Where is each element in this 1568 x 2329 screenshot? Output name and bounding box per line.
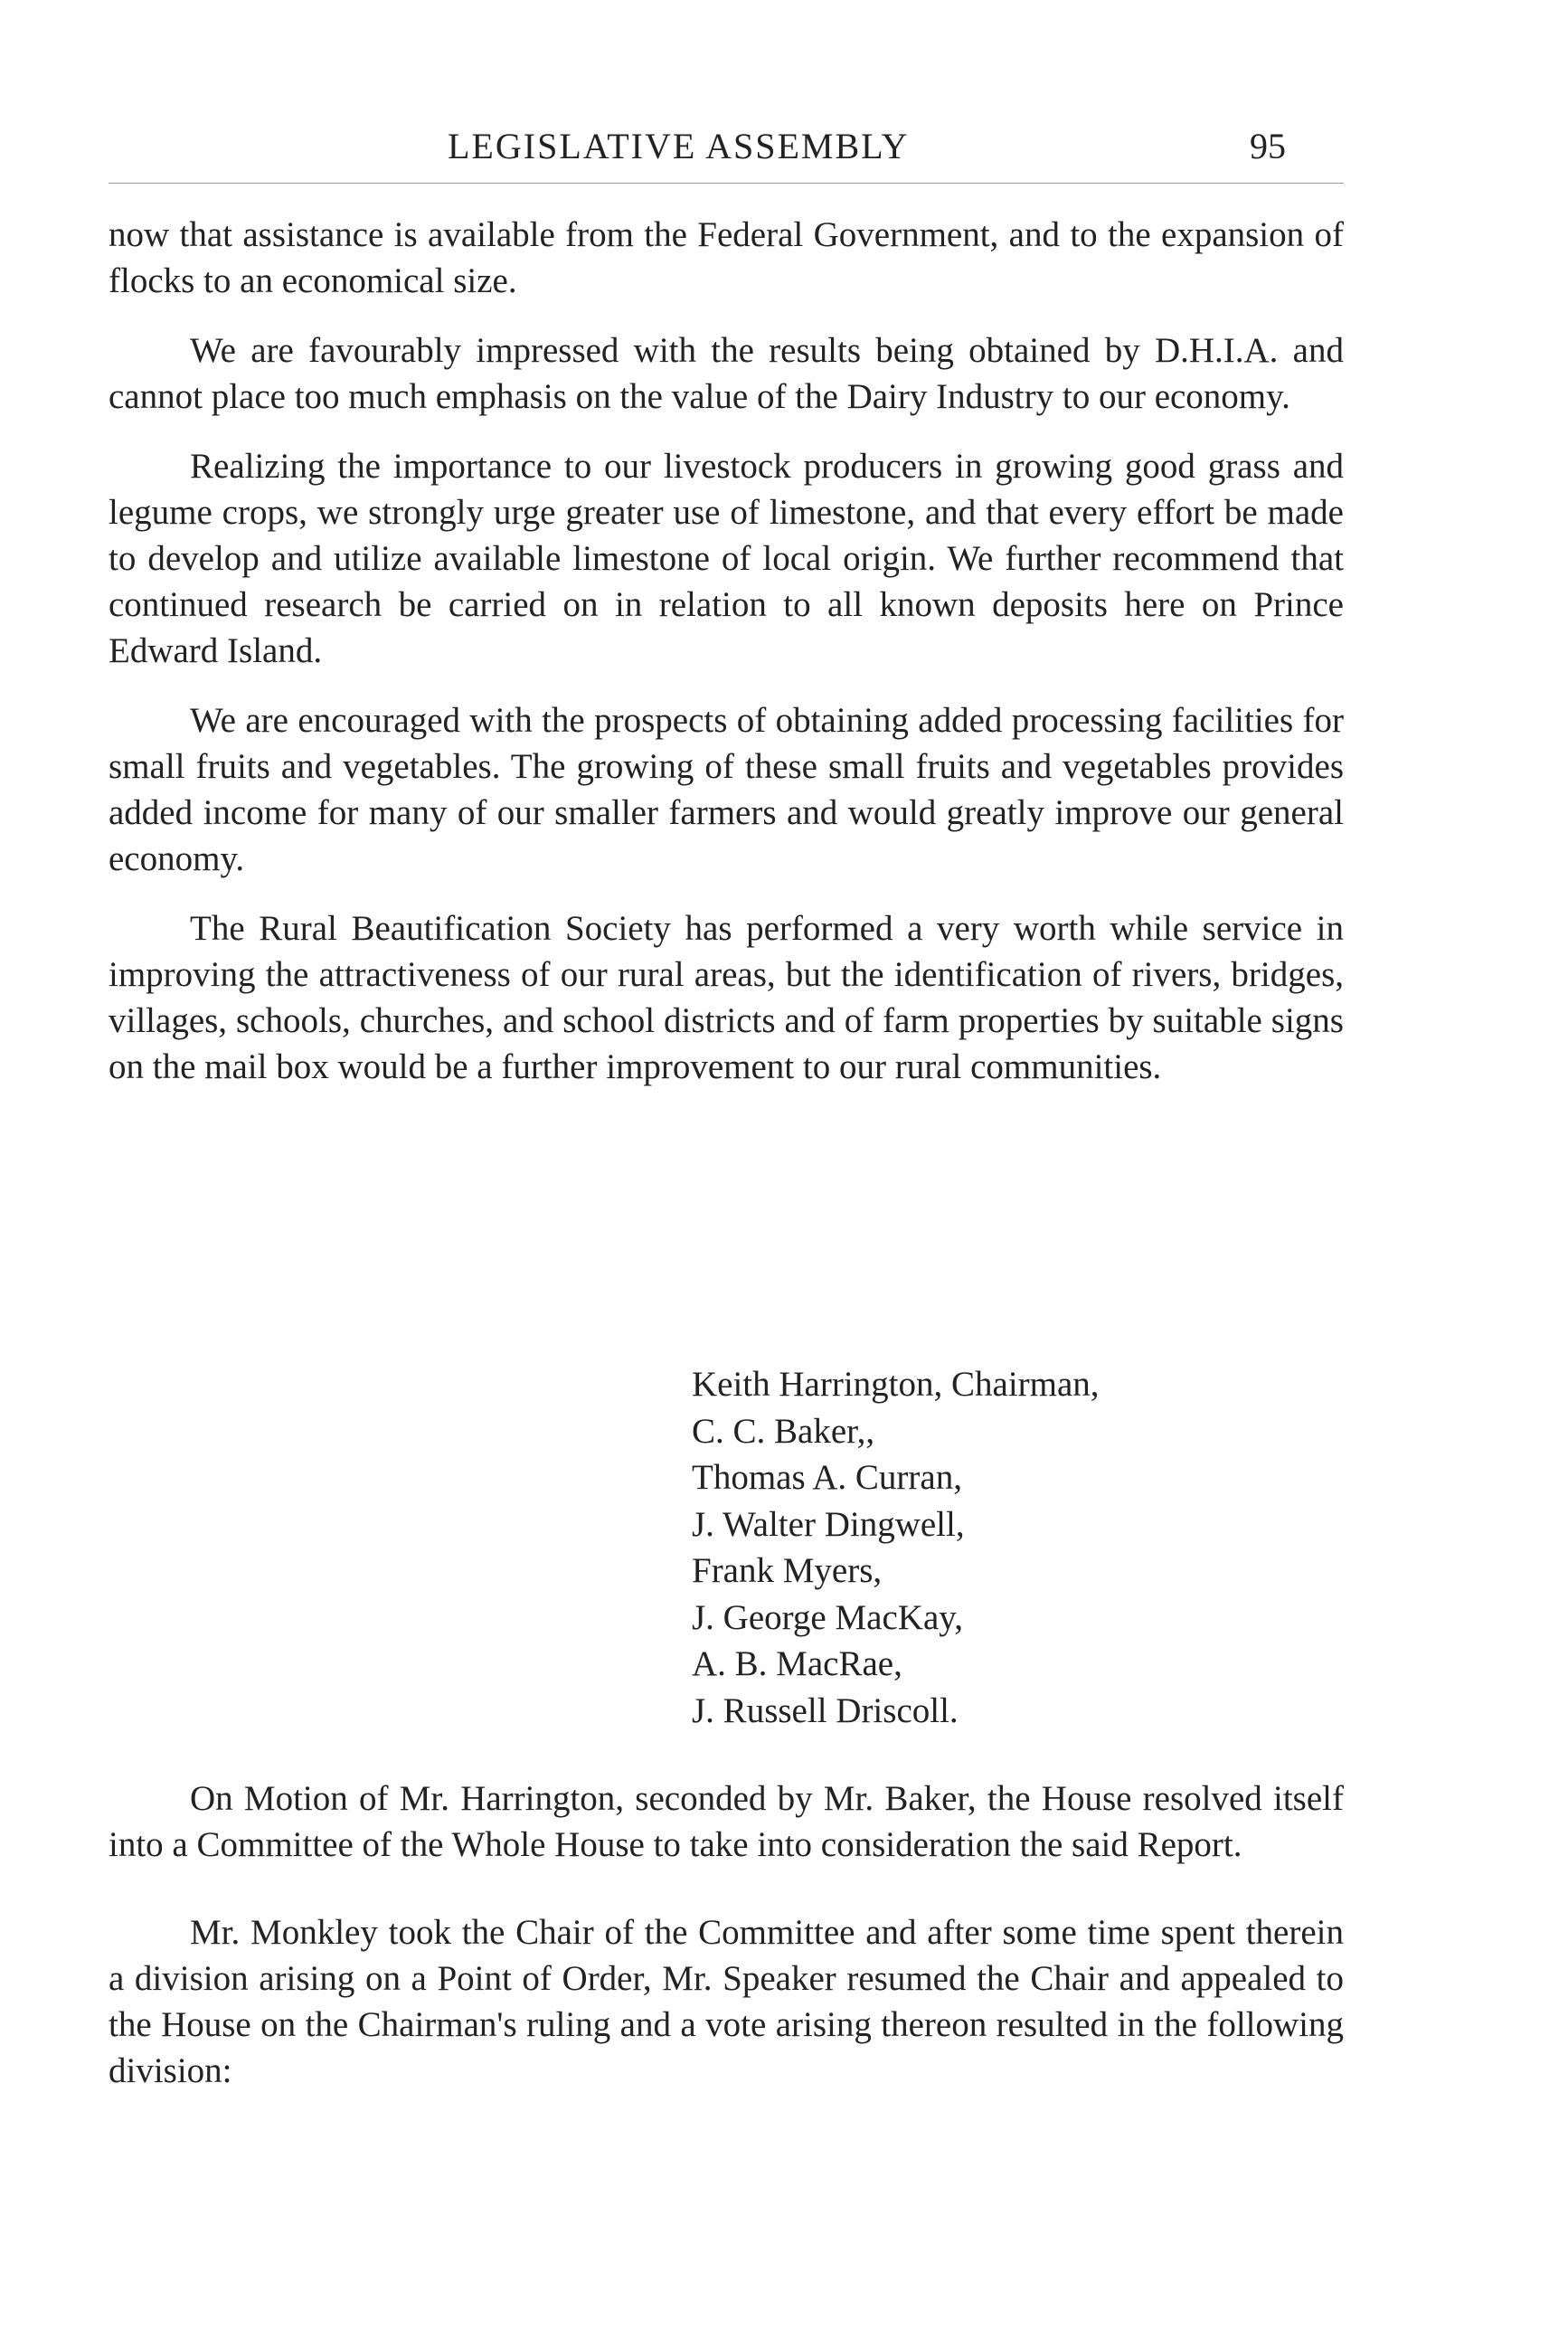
report-body xyxy=(109,212,1344,1113)
paragraph: now that assistance is available from the Federal Government, and to the expansion of flocks to an economical size. xyxy=(109,215,1344,300)
signatory: Keith Harrington, Chairman, xyxy=(692,1365,1100,1404)
signatory: Frank Myers, xyxy=(692,1551,883,1590)
proceedings-text xyxy=(109,1775,1344,2135)
paragraph: We are encouraged with the prospects of obtaining added processing facilities for small fruits and vegetables. The growing of these small fruits and vegetables provides added income for many of our smaller farmers and would greatly improve our general economy. xyxy=(109,701,1344,878)
signatory: J. Russell Driscoll. xyxy=(692,1690,959,1730)
signatory: J. Walter Dingwell, xyxy=(692,1504,965,1544)
page-number: 95 xyxy=(1250,126,1286,166)
running-header xyxy=(448,125,1352,172)
paragraph: Mr. Monkley took the Chair of the Committee and after some time spent therein a division arising on a Point of Order, Mr. Speaker resumed the Chair and appealed to the House on the Chairman's ruling and a vote arising thereon resulted in the following division: xyxy=(109,1913,1344,2090)
signatory: Thomas A. Curran, xyxy=(692,1458,962,1497)
paragraph: On Motion of Mr. Harrington, seconded by Mr. Baker, the House resolved itself into a Committee of the Whole House to take into consideration the said Report. xyxy=(109,1779,1344,1864)
signatory: C. C. Baker,, xyxy=(692,1411,875,1451)
signature-block xyxy=(692,1361,1100,1734)
paragraph: The Rural Beautification Society has performed a very worth while service in improving the attractiveness of our rural areas, but the identification of rivers, bridges, villages, schools, churches, and school districts and of farm properties by suitable signs on the mail box would be a further improvement to our rural communities. xyxy=(109,909,1344,1086)
paragraph: We are favourably impressed with the results being obtained by D.H.I.A. and cannot place too much emphasis on the value of the Dairy Industry to our economy. xyxy=(109,331,1344,416)
paragraph: Realizing the importance to our livestock producers in growing good grass and legume crops, we strongly urge greater use of limestone, and that every effort be made to develop and utilize available limestone of local origin. We further recommend that continued research be carried on in relation to all known deposits here on Prince Edward Island. xyxy=(109,447,1344,670)
signatory: J. George MacKay, xyxy=(692,1597,963,1637)
header-rule xyxy=(109,183,1344,184)
header-title: LEGISLATIVE ASSEMBLY xyxy=(448,126,910,166)
signatory: A. B. MacRae, xyxy=(692,1644,902,1683)
